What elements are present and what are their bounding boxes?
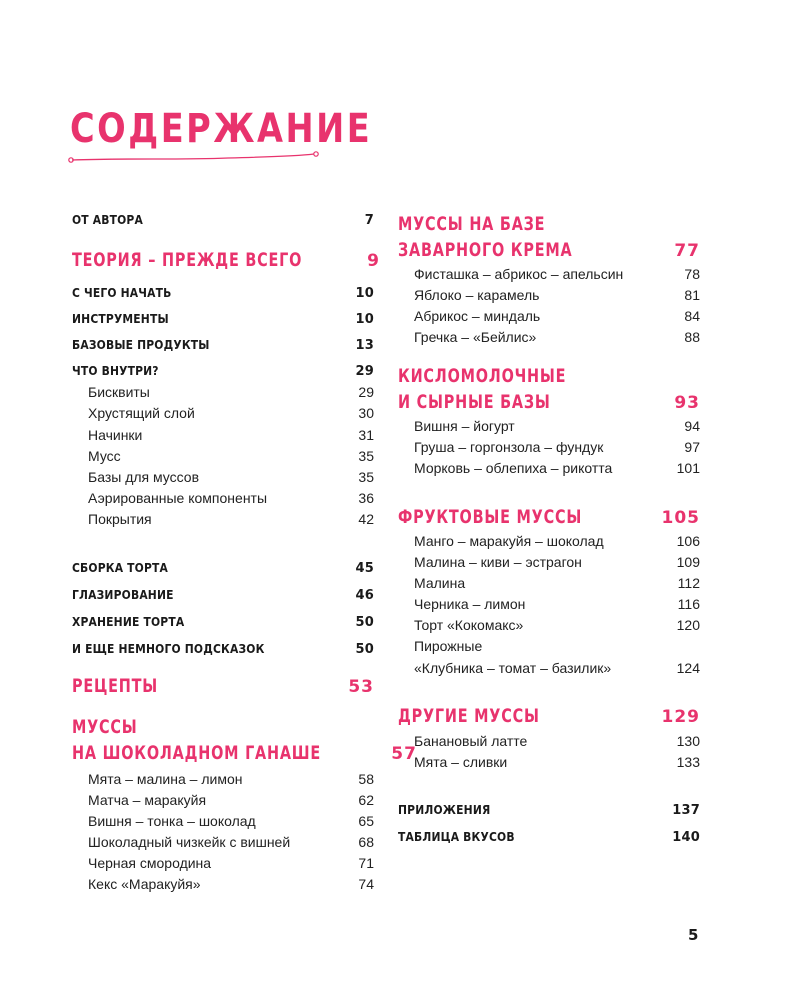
toc-subentry[interactable] (398, 266, 700, 282)
subentry-page: 133 (676, 754, 700, 770)
subentry-page: 88 (684, 329, 700, 345)
subentry-page: 94 (684, 418, 700, 434)
entry-page: 7 (364, 213, 374, 228)
entry-label: И ЕЩЕ НЕМНОГО ПОДСКАЗОК (72, 641, 265, 656)
subentry-page: 109 (676, 554, 700, 570)
toc-subentry[interactable] (398, 287, 700, 303)
toc-section-custard-mousse[interactable] (398, 240, 700, 261)
section-page: 57 (391, 744, 417, 764)
toc-subentry[interactable] (72, 834, 374, 850)
toc-section-dairy-bases[interactable] (398, 392, 700, 413)
subentry-label: Фисташка – абрикос – апельсин (414, 266, 624, 282)
section-label: ДРУГИЕ МУССЫ (398, 706, 540, 727)
subentry-label: Мята – сливки (414, 754, 508, 770)
subentry-label: Вишня – тонка – шоколад (88, 813, 256, 829)
subentry-label: Торт «Кокомакс» (414, 617, 524, 633)
toc-subentry[interactable] (72, 876, 374, 892)
toc-subentry[interactable] (398, 533, 700, 549)
toc-entry-base-products[interactable] (72, 337, 374, 353)
section-page: 53 (348, 677, 374, 697)
title-underline (68, 148, 320, 168)
toc-section-chocolate-mousse[interactable] (72, 743, 417, 764)
toc-subentry[interactable] (398, 733, 700, 749)
toc-subentry[interactable] (72, 771, 374, 787)
subentry-label: Малина – киви – эстрагон (414, 554, 582, 570)
toc-entry-author[interactable] (72, 212, 374, 228)
toc-entry-appendices[interactable] (398, 802, 700, 818)
subentry-page: 101 (676, 460, 700, 476)
toc-section-dairy-bases-line1[interactable] (398, 366, 700, 387)
entry-label: СБОРКА ТОРТА (72, 560, 169, 575)
subentry-page: 42 (358, 511, 374, 527)
toc-entry-tips[interactable] (72, 641, 374, 657)
subentry-label: Гречка – «Бейлис» (414, 329, 537, 345)
toc-subentry-pastry[interactable] (398, 660, 700, 676)
toc-subentry[interactable] (398, 460, 700, 476)
subentry-page: 97 (684, 439, 700, 455)
subentry-label: Абрикос – миндаль (414, 308, 541, 324)
subentry-page: 58 (358, 771, 374, 787)
toc-subentry[interactable] (398, 754, 700, 770)
subentry-page: 112 (677, 575, 700, 591)
toc-section-other-mousse[interactable] (398, 706, 700, 727)
toc-section-custard-mousse-line1[interactable] (398, 214, 700, 235)
subentry-label: Мята – малина – лимон (88, 771, 243, 787)
toc-subentry[interactable] (398, 617, 700, 633)
subentry-label: Черника – лимон (414, 596, 526, 612)
subentry-page: 130 (676, 733, 700, 749)
toc-subentry[interactable] (398, 439, 700, 455)
subentry-page: 30 (358, 405, 374, 421)
subentry-page: 68 (358, 834, 374, 850)
subentry-page: 106 (676, 533, 700, 549)
toc-section-theory[interactable] (72, 250, 380, 271)
section-label: НА ШОКОЛАДНОМ ГАНАШЕ (72, 743, 322, 764)
section-label: ТЕОРИЯ – ПРЕЖДЕ ВСЕГО (72, 250, 303, 271)
entry-page: 10 (355, 286, 374, 301)
subentry-label: Матча – маракуйя (88, 792, 207, 808)
entry-label: ГЛАЗИРОВАНИЕ (72, 587, 174, 602)
subentry-page: 35 (358, 448, 374, 464)
toc-subentry[interactable] (398, 418, 700, 434)
section-page: 77 (674, 241, 700, 261)
entry-page: 137 (672, 803, 700, 818)
toc-entry-where-to-start[interactable] (72, 285, 374, 301)
subentry-label: Аэрированные компоненты (88, 490, 268, 506)
entry-label: БАЗОВЫЕ ПРОДУКТЫ (72, 337, 210, 352)
entry-label: ПРИЛОЖЕНИЯ (398, 802, 491, 817)
toc-subentry[interactable] (398, 329, 700, 345)
section-page: 129 (661, 707, 700, 727)
toc-subentry-pastry-line1[interactable] (398, 638, 700, 654)
entry-page: 50 (355, 642, 374, 657)
subentry-page: 31 (358, 427, 374, 443)
entry-page: 45 (355, 561, 374, 576)
subentry-label: Морковь – облепиха – рикотта (414, 460, 613, 476)
section-page: 9 (367, 251, 380, 271)
entry-page: 29 (355, 364, 374, 379)
toc-entry-assembly[interactable] (72, 560, 374, 576)
entry-label: С ЧЕГО НАЧАТЬ (72, 285, 172, 300)
subentry-label: Шоколадный чизкейк с вишней (88, 834, 291, 850)
subentry-label: Малина (414, 575, 466, 591)
subentry-label: Покрытия (88, 511, 152, 527)
section-label: ФРУКТОВЫЕ МУССЫ (398, 507, 583, 528)
section-page: 105 (661, 508, 700, 528)
toc-entry-storage[interactable] (72, 614, 374, 630)
entry-page: 46 (355, 588, 374, 603)
toc-subentry[interactable] (72, 427, 374, 443)
toc-subentry[interactable] (398, 308, 700, 324)
toc-section-recipes[interactable] (72, 676, 374, 697)
subentry-label: «Клубника – томат – базилик» (414, 660, 612, 676)
section-label: РЕЦЕПТЫ (72, 676, 159, 697)
subentry-label: Банановый латте (414, 733, 528, 749)
entry-label: ИНСТРУМЕНТЫ (72, 311, 169, 326)
toc-subentry[interactable] (398, 554, 700, 570)
subentry-page: 65 (358, 813, 374, 829)
entry-page: 50 (355, 615, 374, 630)
entry-label: ОТ АВТОРА (72, 212, 143, 227)
section-label: ЗАВАРНОГО КРЕМА (398, 240, 573, 261)
subentry-label: Мусс (88, 448, 121, 464)
subentry-label: Бисквиты (88, 384, 150, 400)
toc-entry-whats-inside[interactable] (72, 363, 374, 379)
subentry-label: Черная смородина (88, 855, 212, 871)
subentry-label: Хрустящий слой (88, 405, 195, 421)
toc-section-fruit-mousse[interactable] (398, 507, 700, 528)
toc-entry-glazing[interactable] (72, 587, 374, 603)
subentry-page: 120 (676, 617, 700, 633)
toc-subentry[interactable] (72, 405, 374, 421)
toc-subentry[interactable] (72, 384, 374, 400)
subentry-page: 71 (358, 855, 374, 871)
toc-subentry[interactable] (72, 448, 374, 464)
subentry-page: 29 (358, 384, 374, 400)
toc-subentry[interactable] (72, 855, 374, 871)
subentry-page: 124 (676, 660, 700, 676)
toc-subentry[interactable] (72, 813, 374, 829)
entry-page: 140 (672, 830, 700, 845)
subentry-label: Кекс «Маракуйя» (88, 876, 201, 892)
toc-subentry[interactable] (72, 490, 374, 506)
subentry-label: Манго – маракуйя – шоколад (414, 533, 604, 549)
toc-entry-tools[interactable] (72, 311, 374, 327)
subentry-page: 74 (358, 876, 374, 892)
subentry-page: 62 (358, 792, 374, 808)
page-title: СОДЕРЖАНИЕ (70, 106, 373, 152)
section-label: КИСЛОМОЛОЧНЫЕ (398, 366, 567, 387)
subentry-page: 36 (358, 490, 374, 506)
toc-subentry[interactable] (398, 596, 700, 612)
subentry-page: 35 (358, 469, 374, 485)
subentry-page: 81 (684, 287, 700, 303)
subentry-label: Груша – горгонзола – фундук (414, 439, 604, 455)
section-label: МУССЫ (72, 717, 138, 738)
toc-section-chocolate-mousse-line1[interactable] (72, 717, 374, 738)
section-label: МУССЫ НА БАЗЕ (398, 214, 546, 235)
subentry-page: 78 (684, 266, 700, 282)
entry-label: ЧТО ВНУТРИ? (72, 363, 159, 378)
subentry-label: Яблоко – карамель (414, 287, 540, 303)
subentry-label: Вишня – йогурт (414, 418, 515, 434)
toc-subentry[interactable] (72, 469, 374, 485)
toc-subentry[interactable] (72, 792, 374, 808)
subentry-label: Пирожные (414, 638, 483, 654)
entry-label: ХРАНЕНИЕ ТОРТА (72, 614, 185, 629)
toc-entry-flavor-table[interactable] (398, 829, 700, 845)
entry-page: 10 (355, 312, 374, 327)
subentry-page: 84 (684, 308, 700, 324)
subentry-page: 116 (677, 596, 700, 612)
section-page: 93 (674, 393, 700, 413)
toc-subentry[interactable] (398, 575, 700, 591)
subentry-label: Базы для муссов (88, 469, 200, 485)
entry-label: ТАБЛИЦА ВКУСОВ (398, 829, 515, 844)
entry-page: 13 (355, 338, 374, 353)
subentry-label: Начинки (88, 427, 143, 443)
section-label: И СЫРНЫЕ БАЗЫ (398, 392, 551, 413)
toc-subentry[interactable] (72, 511, 374, 527)
page-number: 5 (688, 926, 699, 944)
